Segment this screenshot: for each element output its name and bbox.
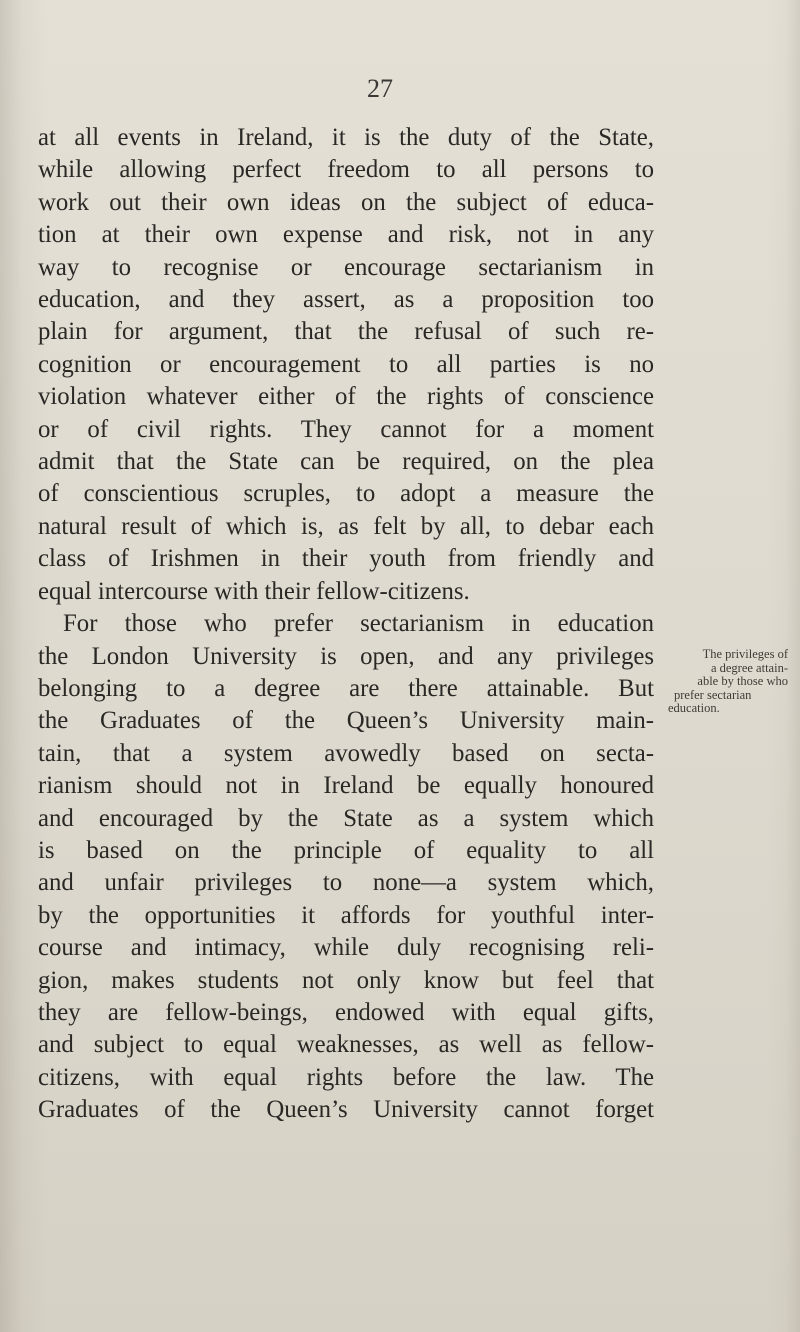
text-line: education, and they assert, as a proposition too xyxy=(38,286,654,314)
text-line: class of Irishmen in their youth from friendly and xyxy=(38,545,654,573)
text-line: For those who prefer sectarianism in education xyxy=(63,610,654,638)
text-line: cognition or encouragement to all parties is no xyxy=(38,350,654,378)
text-line: rianism should not in Ireland be equally honoured xyxy=(38,772,654,800)
text-line: natural result of which is, as felt by all, to debar each xyxy=(38,512,654,540)
text-line: tion at their own expense and risk, not in any xyxy=(38,221,654,249)
text-line: violation whatever either of the rights of conscience xyxy=(38,383,654,411)
text-line: they are fellow-beings, endowed with equal gifts, xyxy=(38,998,654,1026)
text-line: and subject to equal weaknesses, as well as fellow- xyxy=(38,1031,654,1059)
text-line: at all events in Ireland, it is the duty of the State, xyxy=(38,124,654,151)
text-line: plain for argument, that the refusal of such re- xyxy=(38,318,654,346)
page-number: 27 xyxy=(367,74,393,103)
marginal-note-line: education. xyxy=(668,701,720,716)
marginal-note-line: prefer sectarian xyxy=(674,687,752,702)
text-line: belonging to a degree are there attainable. But xyxy=(38,674,654,702)
text-line: admit that the State can be required, on the plea xyxy=(38,448,654,476)
text-line: or of civil rights. They cannot for a moment xyxy=(38,415,654,443)
marginal-note xyxy=(668,648,788,716)
text-line: by the opportunities it affords for youthful inter- xyxy=(38,901,654,929)
text-line: citizens, with equal rights before the law. The xyxy=(38,1063,654,1091)
text-line: Graduates of the Queen’s University cannot forget xyxy=(38,1096,654,1124)
marginal-note-line: The privileges of xyxy=(702,647,788,661)
text-line: tain, that a system avowedly based on secta- xyxy=(38,739,654,767)
text-line: gion, makes students not only know but feel that xyxy=(38,966,654,994)
body-text xyxy=(38,122,654,1127)
text-line: and encouraged by the State as a system which xyxy=(38,804,654,832)
text-line: way to recognise or encourage sectarianism in xyxy=(38,253,654,281)
text-line: is based on the principle of equality to all xyxy=(38,836,654,864)
text-line: of conscientious scruples, to adopt a measure the xyxy=(38,480,654,508)
text-line: the London University is open, and any privileges xyxy=(38,642,654,670)
marginal-note-line: a degree attain- xyxy=(710,660,788,675)
text-line: and unfair privileges to none—a system which, xyxy=(38,869,654,897)
text-line: the Graduates of the Queen’s University main- xyxy=(38,707,654,735)
text-line: equal intercourse with their fellow-citizens. xyxy=(38,577,470,605)
text-line: course and intimacy, while duly recognising reli- xyxy=(38,934,654,962)
text-line: work out their own ideas on the subject of educa- xyxy=(38,188,654,216)
text-line: while allowing perfect freedom to all persons to xyxy=(38,156,654,184)
marginal-note-line: able by those who xyxy=(697,674,788,689)
